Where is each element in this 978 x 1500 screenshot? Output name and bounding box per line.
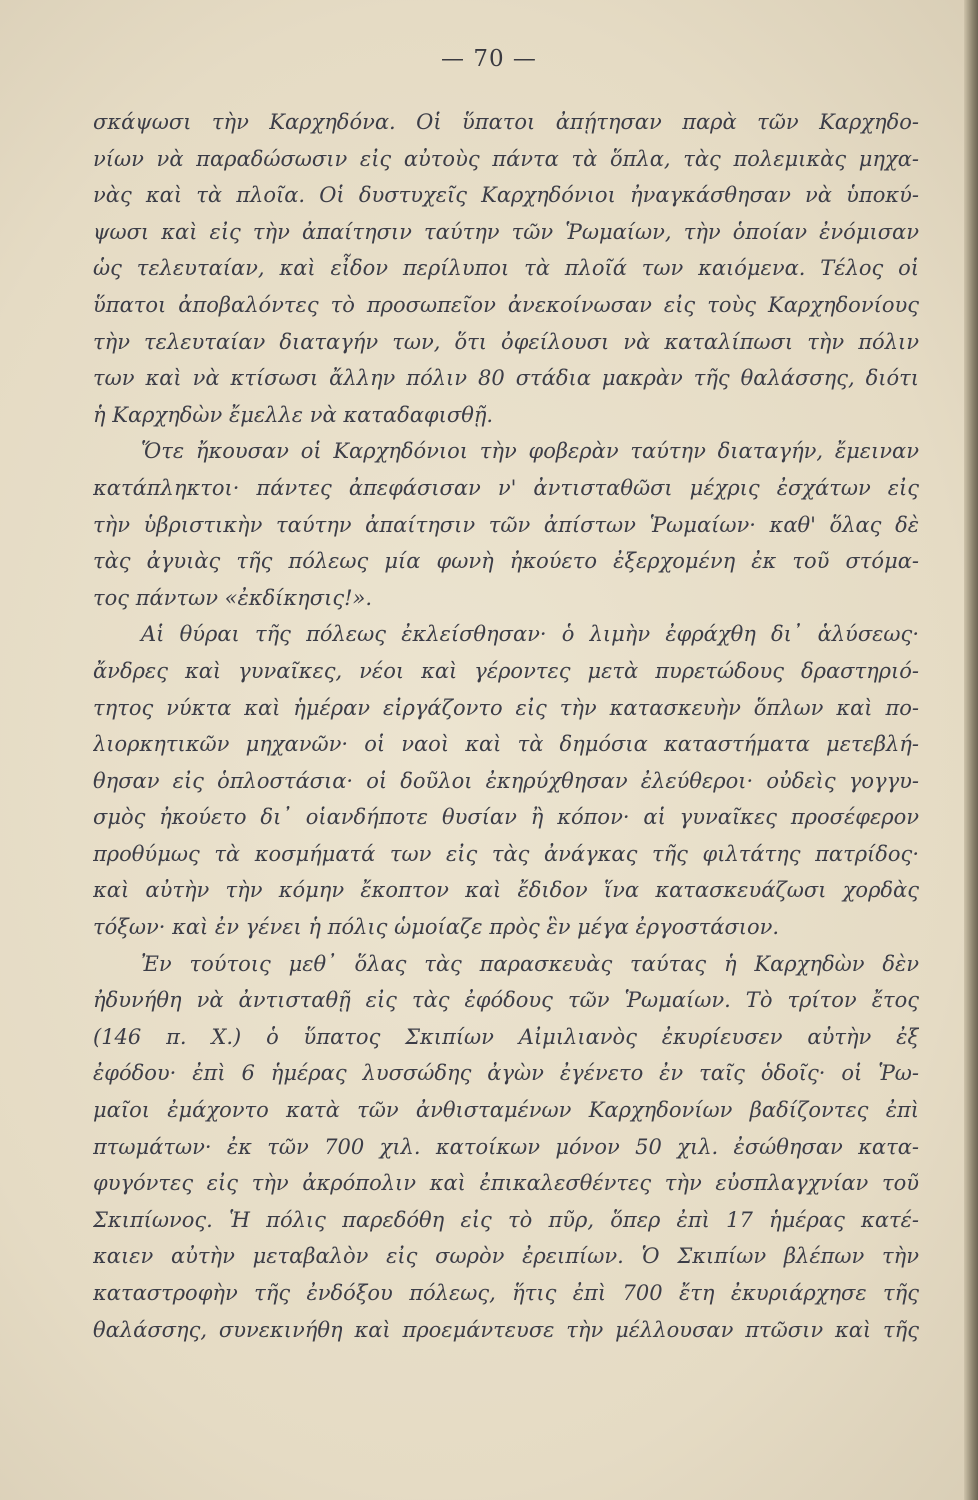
- text-line: ὡς τελευταίαν, καὶ εἶδον περίλυποι τὰ πλοῖά των καιόμενα. Τέλος οἱ: [93, 256, 919, 281]
- text-line: καιεν αὐτὴν μεταβαλὸν εἰς σωρὸν ἐρειπίων. Ὁ Σκιπίων βλέπων τὴν: [93, 1244, 919, 1269]
- text-line: τὴν ὑβριστικὴν ταύτην ἀπαίτησιν τῶν ἀπίστων Ῥωμαίων· καθ' ὅλας δὲ: [93, 512, 919, 537]
- text-line: θαλάσσης, συνεκινήθη καὶ προεμάντευσε τὴν μέλλουσαν πτῶσιν καὶ τῆς: [93, 1317, 919, 1342]
- text-line: τὴν τελευταίαν διαταγήν των, ὅτι ὀφείλουσι νὰ καταλίπωσι τὴν πόλιν: [93, 329, 919, 354]
- text-line: καταστροφὴν τῆς ἐνδόξου πόλεως, ἥτις ἐπὶ 700 ἔτη ἐκυριάρχησε τῆς: [93, 1281, 919, 1305]
- text-line: κατάπληκτοι· πάντες ἀπεφάσισαν ν' ἀντισταθῶσι μέχρις ἐσχάτων εἰς: [93, 475, 919, 500]
- text-line: τος πάντων «ἐκδίκησις!».: [93, 585, 373, 610]
- text-line: των καὶ νὰ κτίσωσι ἄλλην πόλιν 80 στάδια μακρὰν τῆς θαλάσσης, διότι: [93, 366, 919, 391]
- text-line: (146 π. Χ.) ὁ ὕπατος Σκιπίων Αἰμιλιανὸς ἐκυρίευσεν αὐτὴν ἐξ: [93, 1024, 919, 1049]
- text-line: νὰς καὶ τὰ πλοῖα. Οἱ δυστυχεῖς Καρχηδόνιοι ἠναγκάσθησαν νὰ ὑποκύ-: [93, 183, 919, 208]
- text-line: τὰς ἀγυιὰς τῆς πόλεως μία φωνὴ ἠκούετο ἐξερχομένη ἐκ τοῦ στόμα-: [93, 549, 919, 574]
- paragraph-start-line: Ἐν τούτοις μεθ᾽ ὅλας τὰς παρασκευὰς ταύτας ἡ Καρχηδὼν δὲν: [141, 951, 919, 976]
- text-line: θησαν εἰς ὁπλοστάσια· οἱ δοῦλοι ἐκηρύχθησαν ἐλεύθεροι· οὐδεὶς γογγυ-: [93, 768, 919, 793]
- text-line: προθύμως τὰ κοσμήματά των εἰς τὰς ἀνάγκας τῆς φιλτάτης πατρίδος·: [93, 841, 919, 866]
- page-edge-shadow: [964, 0, 978, 1500]
- text-line: ἐφόδου· ἐπὶ 6 ἡμέρας λυσσώδης ἀγὼν ἐγένετο ἐν ταῖς ὁδοῖς· οἱ Ῥω-: [93, 1061, 919, 1086]
- paragraph-start-line: Ὅτε ἤκουσαν οἱ Καρχηδόνιοι τὴν φοβερὰν ταύτην διαταγήν, ἔμειναν: [141, 439, 919, 464]
- body-text: [93, 104, 919, 1348]
- text-line: νίων νὰ παραδώσωσιν εἰς αὐτοὺς πάντα τὰ ὅπλα, τὰς πολεμικὰς μηχα-: [93, 146, 919, 171]
- text-line: τόξων· καὶ ἐν γένει ἡ πόλις ὡμοίαζε πρὸς ἓν μέγα ἐργοστάσιον.: [93, 915, 780, 940]
- text-line: Σκιπίωνος. Ἡ πόλις παρεδόθη εἰς τὸ πῦρ, ὅπερ ἐπὶ 17 ἡμέρας κατέ-: [93, 1207, 919, 1232]
- text-line: σκάψωσι τὴν Καρχηδόνα. Οἱ ὕπατοι ἀπῄτησαν παρὰ τῶν Καρχηδο-: [93, 110, 919, 134]
- text-line: τητος νύκτα καὶ ἡμέραν εἰργάζοντο εἰς τὴν κατασκευὴν ὅπλων καὶ πο-: [93, 695, 919, 720]
- text-line: σμὸς ἠκούετο δι᾽ οἱανδήποτε θυσίαν ἢ κόπον· αἱ γυναῖκες προσέφερον: [93, 805, 919, 830]
- text-line: λιορκητικῶν μηχανῶν· οἱ ναοὶ καὶ τὰ δημόσια καταστήματα μετεβλή-: [93, 732, 919, 757]
- text-line: καὶ αὐτὴν τὴν κόμην ἔκοπτον καὶ ἔδιδον ἵνα κατασκευάζωσι χορδὰς: [93, 878, 919, 903]
- text-line: μαῖοι ἐμάχοντο κατὰ τῶν ἀνθισταμένων Καρχηδονίων βαδίζοντες ἐπὶ: [93, 1098, 919, 1123]
- text-line: ἡ Καρχηδὼν ἔμελλε νὰ καταδαφισθῇ.: [93, 402, 494, 427]
- text-line: ἠδυνήθη νὰ ἀντισταθῇ εἰς τὰς ἐφόδους τῶν Ῥωμαίων. Τὸ τρίτον ἔτος: [93, 988, 919, 1013]
- text-line: ἄνδρες καὶ γυναῖκες, νέοι καὶ γέροντες μετὰ πυρετώδους δραστηριό-: [93, 658, 919, 683]
- text-line: ψωσι καὶ εἰς τὴν ἀπαίτησιν ταύτην τῶν Ῥωμαίων, τὴν ὁποίαν ἐνόμισαν: [93, 219, 919, 244]
- text-line: ὕπατοι ἀποβαλόντες τὸ προσωπεῖον ἀνεκοίνωσαν εἰς τοὺς Καρχηδονίους: [93, 292, 919, 317]
- page-number: — 70 —: [441, 46, 537, 72]
- text-line: φυγόντες εἰς τὴν ἀκρόπολιν καὶ ἐπικαλεσθέντες τὴν εὐσπλαγχνίαν τοῦ: [93, 1171, 919, 1196]
- paragraph-start-line: Αἱ θύραι τῆς πόλεως ἐκλείσθησαν· ὁ λιμὴν ἐφράχθη δι᾽ ἁλύσεως·: [141, 622, 919, 647]
- text-line: πτωμάτων· ἐκ τῶν 700 χιλ. κατοίκων μόνον 50 χιλ. ἐσώθησαν κατα-: [93, 1134, 919, 1159]
